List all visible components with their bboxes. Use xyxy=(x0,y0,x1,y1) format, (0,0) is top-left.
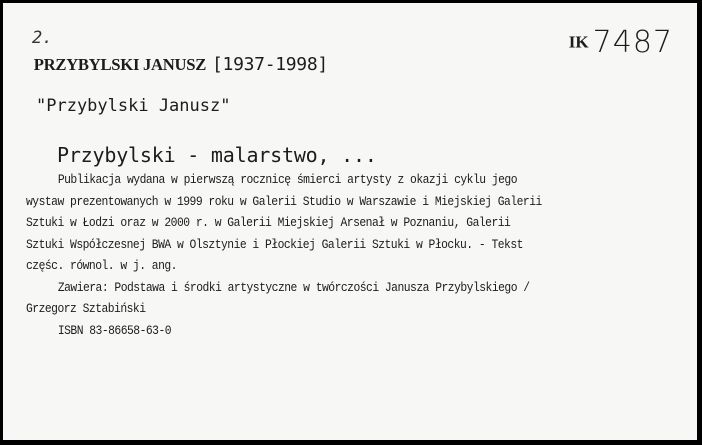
contents-line: Grzegorz Sztabiński xyxy=(26,301,146,316)
description-line: wystaw prezentowanych w 1999 roku w Galerii Studio w Warszawie i Miejskiej Galerii xyxy=(26,193,542,209)
description-line: Sztuki w Łodzi oraz w 2000 r. w Galerii Miejskiej Arsenał w Poznaniu, Galerii xyxy=(26,215,511,230)
isbn: ISBN 83-86658-63-0 xyxy=(57,322,172,338)
main-heading xyxy=(32,54,328,75)
call-number-prefix: IK xyxy=(568,32,589,52)
description-line: Sztuki Współczesnej BWA w Olsztynie i Płockiej Galerii Sztuki w Płocku. - Tekst xyxy=(26,236,523,252)
work-title: Przybylski - malarstwo, ... xyxy=(57,143,377,167)
call-number-handwritten: 7487 xyxy=(592,25,673,60)
description-line: częśc. równol. w j. ang. xyxy=(26,258,177,273)
heading-name: PRZYBYLSKI JANUSZ xyxy=(33,55,207,74)
call-number xyxy=(569,25,673,60)
description-block xyxy=(26,169,594,341)
contents-line: Zawiera: Podstawa i środki artystyczne w twórczości Janusza Przybylskiego / xyxy=(57,279,530,295)
uniform-title: "Przybylski Janusz" xyxy=(36,96,231,116)
description-line: Publikacja wydana w pierwszą rocznicę śmierci artysty z okazji cyklu jego xyxy=(57,172,517,187)
heading-years: [1937-1998] xyxy=(212,54,328,75)
catalog-card xyxy=(3,3,697,440)
card-number: 2. xyxy=(32,28,53,48)
